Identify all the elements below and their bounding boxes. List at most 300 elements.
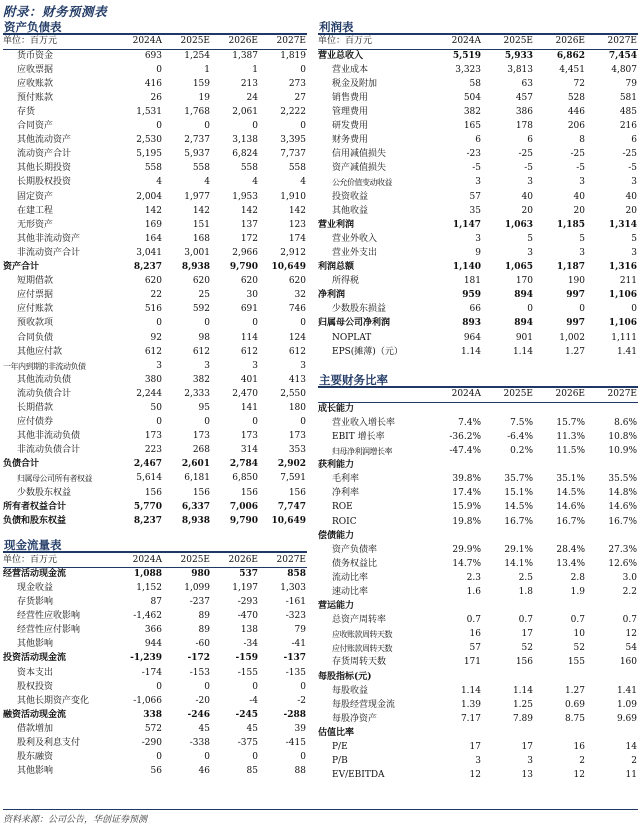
table-row bbox=[318, 148, 638, 162]
col-header: 2026E bbox=[534, 388, 586, 402]
cell-value: -6.4% bbox=[507, 431, 533, 442]
cell-value: 92 bbox=[150, 332, 162, 343]
row-label: 其他影响 bbox=[17, 766, 54, 777]
cell-value: 3,041 bbox=[136, 247, 162, 258]
cell-value: 3.0 bbox=[622, 572, 637, 583]
table-row bbox=[3, 134, 307, 148]
cell-value: 0 bbox=[156, 318, 162, 329]
cell-value: -1,066 bbox=[133, 695, 162, 706]
row-label: 合同负债 bbox=[17, 332, 54, 343]
cell-value: 2 bbox=[631, 756, 637, 767]
cell-value: 9,790 bbox=[229, 262, 258, 273]
cell-value: 558 bbox=[144, 163, 162, 174]
table-row bbox=[318, 63, 638, 77]
cell-value: 178 bbox=[515, 121, 533, 132]
row-label: 流动比率 bbox=[332, 572, 369, 583]
cell-value: 0.2% bbox=[510, 446, 533, 457]
cell-value: 746 bbox=[288, 304, 306, 315]
cell-value: 1.9 bbox=[570, 587, 585, 598]
table-row bbox=[3, 680, 307, 694]
table-row bbox=[318, 712, 638, 726]
table-row bbox=[3, 737, 307, 751]
cell-value: -415 bbox=[285, 738, 306, 749]
table-row bbox=[3, 596, 307, 610]
cell-value: 2,467 bbox=[133, 459, 162, 470]
cell-value: 10 bbox=[573, 629, 585, 640]
cell-value: -5 bbox=[524, 163, 533, 174]
cell-value: 1.25 bbox=[512, 699, 533, 710]
row-label: 一年内到期的非流动负债 bbox=[3, 361, 86, 371]
row-label: 毛利率 bbox=[332, 474, 360, 485]
cell-value: 123 bbox=[288, 219, 306, 230]
row-label: 投资活动现金流 bbox=[3, 653, 67, 664]
cell-value bbox=[482, 529, 534, 543]
cell-value: 0 bbox=[204, 417, 210, 428]
cell-value bbox=[534, 726, 586, 740]
table-row bbox=[3, 624, 307, 638]
cell-value: 485 bbox=[619, 107, 637, 118]
table-row bbox=[3, 176, 307, 190]
row-label: 资本支出 bbox=[17, 667, 54, 678]
cell-value: 190 bbox=[567, 276, 585, 287]
cell-value: 1,099 bbox=[184, 583, 210, 594]
cell-value: 0 bbox=[300, 681, 306, 692]
cell-value: 620 bbox=[192, 276, 210, 287]
row-label: 净利率 bbox=[332, 488, 360, 499]
cell-value: 0.7 bbox=[518, 615, 533, 626]
cell-value: 156 bbox=[240, 487, 258, 498]
table-row bbox=[3, 120, 307, 134]
table-row bbox=[3, 275, 307, 289]
cell-value: 8 bbox=[579, 135, 585, 146]
cell-value: 124 bbox=[288, 332, 306, 343]
cell-value: 54 bbox=[625, 643, 637, 654]
cell-value: -25 bbox=[622, 149, 637, 160]
table-row bbox=[3, 317, 307, 331]
cell-value: 2,004 bbox=[136, 191, 162, 202]
cell-value: 20 bbox=[573, 205, 585, 216]
cell-value: 1,314 bbox=[608, 219, 637, 230]
table-row bbox=[318, 162, 638, 176]
cell-value bbox=[586, 670, 638, 684]
cell-value: 7.5% bbox=[510, 417, 533, 428]
table-row bbox=[3, 331, 307, 345]
cell-value: 4 bbox=[252, 177, 258, 188]
cell-value: -34 bbox=[243, 639, 258, 650]
row-label: 归属母公司净利润 bbox=[318, 318, 391, 329]
cell-value: 3 bbox=[527, 177, 533, 188]
cell-value: 6 bbox=[527, 135, 533, 146]
table-row bbox=[318, 755, 638, 769]
table-row bbox=[318, 698, 638, 712]
cell-value: 5,195 bbox=[136, 149, 162, 160]
row-label: 营业收入增长率 bbox=[332, 417, 396, 428]
cell-value: 89 bbox=[198, 611, 210, 622]
col-header: 2024A bbox=[115, 553, 163, 567]
cell-value bbox=[586, 402, 638, 416]
col-header: 2026E bbox=[211, 553, 259, 567]
cell-value: 181 bbox=[463, 276, 481, 287]
table-row bbox=[3, 610, 307, 624]
cell-value: 691 bbox=[240, 304, 258, 315]
table-row bbox=[318, 77, 638, 91]
cell-value: 1 bbox=[252, 64, 258, 75]
cell-value: -338 bbox=[189, 738, 210, 749]
col-header: 2027E bbox=[586, 35, 638, 49]
cell-value: 2,550 bbox=[280, 388, 306, 399]
table-row bbox=[3, 416, 307, 430]
cell-value: 7.4% bbox=[458, 417, 481, 428]
row-label: 归属母公司所有者权益 bbox=[17, 474, 92, 484]
cell-value: 3 bbox=[300, 360, 306, 371]
cell-value: 50 bbox=[150, 402, 162, 413]
row-label: 其他长期资产变化 bbox=[17, 695, 90, 706]
cell-value: 11 bbox=[625, 770, 637, 781]
col-header: 2027E bbox=[259, 35, 307, 49]
row-label: 应收账款周转天数 bbox=[332, 630, 392, 640]
group-header-row bbox=[318, 529, 638, 543]
table-row bbox=[3, 49, 307, 63]
cashflow-title: 现金流量表 bbox=[3, 538, 307, 553]
cell-value: 160 bbox=[619, 657, 637, 668]
cell-value: 39.8% bbox=[452, 474, 481, 485]
cell-value: 7.89 bbox=[512, 713, 533, 724]
table-row bbox=[318, 345, 638, 359]
cell-value: 3 bbox=[475, 177, 481, 188]
cell-value: 173 bbox=[144, 431, 162, 442]
cell-value: -25 bbox=[570, 149, 585, 160]
cell-value: 4,451 bbox=[559, 64, 585, 75]
cell-value: 20 bbox=[521, 205, 533, 216]
cell-value: 6,337 bbox=[181, 501, 210, 512]
cell-value: 85 bbox=[246, 766, 258, 777]
table-row bbox=[318, 303, 638, 317]
cell-value: 273 bbox=[288, 78, 306, 89]
cell-value: 3 bbox=[631, 247, 637, 258]
row-label: EV/EBITDA bbox=[332, 770, 385, 781]
row-label: 长期股权投资 bbox=[17, 177, 72, 188]
cell-value: 353 bbox=[288, 445, 306, 456]
cell-value: 1,063 bbox=[504, 219, 533, 230]
cell-value: 980 bbox=[191, 569, 210, 580]
cell-value: 528 bbox=[567, 92, 585, 103]
cell-value: -323 bbox=[285, 611, 306, 622]
cell-value: 14.6% bbox=[556, 502, 585, 513]
table-row bbox=[3, 289, 307, 303]
cell-value: 8,938 bbox=[181, 515, 210, 526]
cell-value: 1,316 bbox=[608, 262, 637, 273]
cell-value: 0 bbox=[252, 417, 258, 428]
cell-value: 15.1% bbox=[504, 488, 533, 499]
cell-value: 11.3% bbox=[556, 431, 585, 442]
cell-value: 3 bbox=[252, 360, 258, 371]
cell-value: 17.4% bbox=[452, 488, 481, 499]
cell-value: 2 bbox=[579, 756, 585, 767]
cell-value: 12 bbox=[573, 770, 585, 781]
cell-value: 1.14 bbox=[460, 685, 481, 696]
cell-value: 3 bbox=[527, 756, 533, 767]
cell-value: 114 bbox=[240, 332, 258, 343]
row-label: NOPLAT bbox=[332, 332, 372, 343]
group-header-row bbox=[318, 600, 638, 614]
cell-value: 0.7 bbox=[570, 615, 585, 626]
cell-value bbox=[430, 726, 482, 740]
row-label: 其他影响 bbox=[17, 639, 54, 650]
cell-value: 138 bbox=[240, 625, 258, 636]
row-label: 存货周转天数 bbox=[332, 657, 387, 668]
balance-sheet-table bbox=[3, 35, 307, 528]
table-row bbox=[318, 769, 638, 783]
row-label: 经营活动现金流 bbox=[3, 569, 67, 580]
cell-value: 997 bbox=[566, 290, 585, 301]
cell-value: 5,614 bbox=[136, 473, 162, 484]
col-header: 2024A bbox=[430, 35, 482, 49]
row-label: 其他流动资产 bbox=[17, 135, 72, 146]
page-title: 附录：财务预测表 bbox=[3, 4, 108, 19]
cell-value: 14.6% bbox=[608, 502, 637, 513]
table-row bbox=[318, 515, 638, 529]
table-row bbox=[318, 49, 638, 63]
table-row bbox=[3, 261, 307, 275]
cell-value: 6,824 bbox=[232, 149, 258, 160]
table-row bbox=[318, 218, 638, 232]
cell-value: 95 bbox=[198, 402, 210, 413]
cell-value: 8,237 bbox=[133, 262, 162, 273]
cell-value: -137 bbox=[283, 653, 306, 664]
table-row bbox=[318, 628, 638, 642]
cell-value: 16.7% bbox=[556, 516, 585, 527]
cell-value: 213 bbox=[240, 78, 258, 89]
cell-value: 170 bbox=[515, 276, 533, 287]
cell-value: 0.7 bbox=[622, 615, 637, 626]
cell-value: 1,065 bbox=[504, 262, 533, 273]
cell-value: 180 bbox=[288, 402, 306, 413]
cell-value: 137 bbox=[240, 219, 258, 230]
row-label: 营业外收入 bbox=[332, 233, 378, 244]
cell-value: 174 bbox=[288, 233, 306, 244]
ratios-header-row bbox=[318, 388, 638, 402]
cell-value: 11.5% bbox=[556, 446, 585, 457]
cell-value: 156 bbox=[288, 487, 306, 498]
row-label: P/E bbox=[332, 742, 348, 753]
table-row bbox=[3, 722, 307, 736]
cell-value: 22 bbox=[150, 290, 162, 301]
cell-value: 1,953 bbox=[232, 191, 258, 202]
row-label: 其他非流动负债 bbox=[17, 431, 81, 442]
cell-value: 89 bbox=[198, 625, 210, 636]
cell-value: 5 bbox=[579, 233, 585, 244]
table-row bbox=[3, 232, 307, 246]
row-label: 流动资产合计 bbox=[17, 149, 72, 160]
table-row bbox=[318, 105, 638, 119]
cell-value: 5 bbox=[631, 233, 637, 244]
cell-value: 1.09 bbox=[616, 699, 637, 710]
col-header: 2026E bbox=[211, 35, 259, 49]
row-label: ROE bbox=[332, 502, 353, 513]
cell-value: 173 bbox=[240, 431, 258, 442]
table-row bbox=[3, 500, 307, 514]
cell-value: 14.7% bbox=[452, 558, 481, 569]
row-label: 应付账款周转天数 bbox=[332, 644, 392, 654]
table-row bbox=[318, 317, 638, 331]
row-label: 每股净资产 bbox=[332, 713, 378, 724]
row-label: 股利及利息支付 bbox=[17, 738, 81, 749]
cell-value: 3,395 bbox=[280, 135, 306, 146]
cell-value: 558 bbox=[240, 163, 258, 174]
row-label: 存货 bbox=[17, 107, 36, 118]
cell-value: 2,902 bbox=[277, 459, 306, 470]
row-label: 营业成本 bbox=[332, 64, 369, 75]
cell-value: 0 bbox=[204, 318, 210, 329]
row-label: 应付票据 bbox=[17, 290, 54, 301]
cell-value bbox=[482, 402, 534, 416]
table-row bbox=[318, 585, 638, 599]
cell-value: 155 bbox=[567, 657, 585, 668]
cell-value: 314 bbox=[240, 445, 258, 456]
cell-value: 612 bbox=[240, 346, 258, 357]
cell-value: 30 bbox=[246, 290, 258, 301]
cell-value: 27 bbox=[294, 92, 306, 103]
cell-value: 7,591 bbox=[280, 473, 306, 484]
cell-value: 6,862 bbox=[556, 50, 585, 61]
cell-value: 3 bbox=[579, 177, 585, 188]
table-row bbox=[3, 567, 307, 581]
table-row bbox=[3, 765, 307, 779]
cell-value: 6,181 bbox=[184, 473, 210, 484]
group-header-row bbox=[318, 459, 638, 473]
cell-value: 1,197 bbox=[232, 583, 258, 594]
cell-value: 29.9% bbox=[452, 544, 481, 555]
cell-value: -2 bbox=[297, 695, 306, 706]
cell-value: 46 bbox=[198, 766, 210, 777]
cell-value: -60 bbox=[195, 639, 210, 650]
cell-value: 1,088 bbox=[133, 569, 162, 580]
row-label: 长期借款 bbox=[17, 402, 54, 413]
cell-value: 10,649 bbox=[271, 262, 306, 273]
row-label: ROIC bbox=[332, 516, 357, 527]
cell-value: 1,303 bbox=[280, 583, 306, 594]
cell-value: 894 bbox=[514, 290, 533, 301]
cell-value: 52 bbox=[521, 643, 533, 654]
table-row bbox=[3, 91, 307, 105]
cell-value: 1.14 bbox=[460, 346, 481, 357]
table-row bbox=[3, 472, 307, 486]
row-label: 短期借款 bbox=[17, 276, 54, 287]
cell-value: 858 bbox=[287, 569, 306, 580]
cell-value: 0 bbox=[252, 752, 258, 763]
cell-value bbox=[430, 529, 482, 543]
cell-value: 20 bbox=[625, 205, 637, 216]
cell-value bbox=[534, 670, 586, 684]
cell-value: 173 bbox=[192, 431, 210, 442]
cell-value: 168 bbox=[192, 233, 210, 244]
row-label: 所得税 bbox=[332, 276, 360, 287]
cell-value: -172 bbox=[187, 653, 210, 664]
cell-value: 3,138 bbox=[232, 135, 258, 146]
row-label: 研发费用 bbox=[332, 121, 369, 132]
cell-value: 1,187 bbox=[556, 262, 585, 273]
cell-value: 3 bbox=[156, 360, 162, 371]
cell-value: 5 bbox=[527, 233, 533, 244]
table-row bbox=[3, 63, 307, 77]
cell-value: 2,061 bbox=[232, 107, 258, 118]
row-label: 速动比率 bbox=[332, 587, 369, 598]
cell-value: 0 bbox=[156, 681, 162, 692]
cell-value: -470 bbox=[237, 611, 258, 622]
cell-value: 142 bbox=[240, 205, 258, 216]
cell-value: -245 bbox=[235, 709, 258, 720]
cell-value: 382 bbox=[192, 374, 210, 385]
row-label: 获利能力 bbox=[318, 460, 355, 471]
cell-value: 57 bbox=[469, 643, 481, 654]
row-label: 资产减值损失 bbox=[332, 163, 387, 174]
table-row bbox=[318, 261, 638, 275]
row-label: 其他收益 bbox=[332, 205, 369, 216]
cell-value: 40 bbox=[573, 191, 585, 202]
unit-label: 单位：百万元 bbox=[3, 35, 115, 49]
cell-value: 2,912 bbox=[280, 247, 306, 258]
cell-value bbox=[586, 600, 638, 614]
cell-value: 901 bbox=[515, 332, 533, 343]
table-row bbox=[3, 652, 307, 666]
cell-value: 79 bbox=[625, 78, 637, 89]
cell-value: 40 bbox=[521, 191, 533, 202]
cell-value bbox=[430, 459, 482, 473]
table-row bbox=[318, 134, 638, 148]
cell-value: 87 bbox=[150, 597, 162, 608]
cell-value: 164 bbox=[144, 233, 162, 244]
cell-value: 171 bbox=[463, 657, 481, 668]
cell-value: 9 bbox=[475, 247, 481, 258]
table-row bbox=[3, 638, 307, 652]
row-label: 所有者权益合计 bbox=[3, 501, 67, 512]
row-label: 应付账款 bbox=[17, 304, 54, 315]
cell-value: 537 bbox=[239, 569, 258, 580]
cell-value bbox=[534, 529, 586, 543]
table-row bbox=[318, 445, 638, 459]
cell-value: 5,770 bbox=[133, 501, 162, 512]
cell-value: 1 bbox=[204, 64, 210, 75]
cell-value: 2,530 bbox=[136, 135, 162, 146]
cell-value: 0 bbox=[156, 121, 162, 132]
cell-value: 6 bbox=[631, 135, 637, 146]
cell-value: 5,937 bbox=[184, 149, 210, 160]
row-label: 存货影响 bbox=[17, 597, 54, 608]
row-label: 每股收益 bbox=[332, 685, 369, 696]
unit-label: 单位：百万元 bbox=[318, 35, 430, 49]
cell-value: 3 bbox=[475, 233, 481, 244]
cell-value: 1.8 bbox=[518, 587, 533, 598]
row-label: 预付账款 bbox=[17, 92, 54, 103]
cell-value: 3,001 bbox=[184, 247, 210, 258]
source-note: 资料来源：公司公告，华创证券预测 bbox=[3, 815, 148, 825]
table-row bbox=[3, 345, 307, 359]
table-row bbox=[318, 190, 638, 204]
row-label: EBIT 增长率 bbox=[332, 431, 385, 442]
cell-value: 0.69 bbox=[564, 699, 585, 710]
cell-value: 516 bbox=[144, 304, 162, 315]
cell-value: 98 bbox=[198, 332, 210, 343]
cell-value: 35 bbox=[469, 205, 481, 216]
cell-value: 40 bbox=[625, 191, 637, 202]
table-row bbox=[318, 741, 638, 755]
cell-value: 1,140 bbox=[452, 262, 481, 273]
row-label: 销售费用 bbox=[332, 92, 369, 103]
cell-value bbox=[430, 600, 482, 614]
col-header: 2025E bbox=[163, 35, 211, 49]
cell-value: 12.6% bbox=[608, 558, 637, 569]
row-label: 公允价值变动收益 bbox=[332, 178, 392, 188]
